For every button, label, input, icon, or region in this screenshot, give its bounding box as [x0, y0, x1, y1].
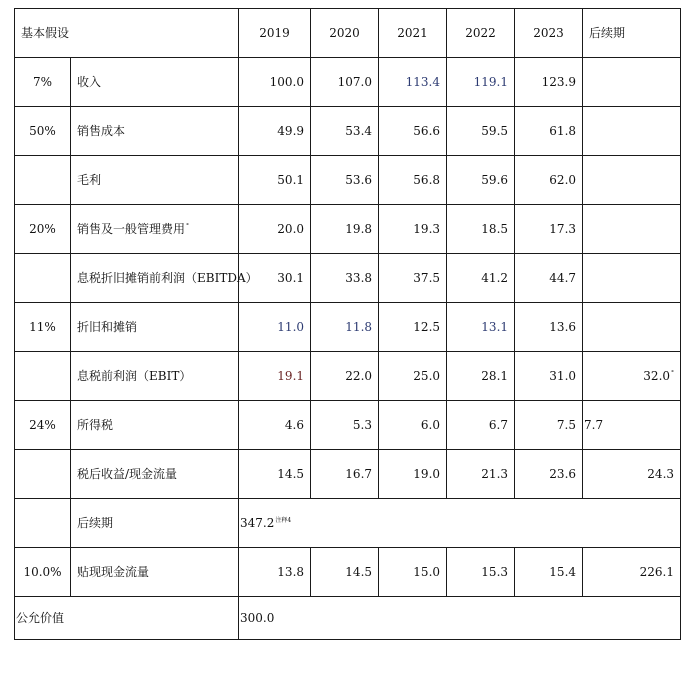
value-cell: 31.0 — [515, 352, 583, 401]
value-cell: 23.6 — [515, 450, 583, 499]
row-label: 贴现现金流量 — [71, 548, 239, 597]
table-row-sga — [15, 205, 681, 254]
assumption-cell: 20% — [15, 205, 71, 254]
value-cell: 13.6 — [515, 303, 583, 352]
value-cell: 37.5 — [379, 254, 447, 303]
footnote-marker: ° — [186, 223, 190, 230]
header-year-2020: 2020 — [311, 9, 379, 58]
value-cell: 53.4 — [311, 107, 379, 156]
header-terminal-period: 后续期 — [583, 9, 681, 58]
value-cell: 19.8 — [311, 205, 379, 254]
assumption-cell — [15, 499, 71, 548]
table-row-fair-value — [15, 597, 681, 640]
value-cell: 15.0 — [379, 548, 447, 597]
value-cell: 13.8 — [239, 548, 311, 597]
row-label: 销售及一般管理费用 — [77, 222, 186, 236]
value-cell: 113.4 — [379, 58, 447, 107]
header-row — [15, 9, 681, 58]
fair-value-cell: 300.0 — [239, 597, 681, 640]
table-row-terminal-value — [15, 499, 681, 548]
value-cell: 44.7 — [515, 254, 583, 303]
terminal-cell — [583, 401, 681, 450]
row-label: 公允价值 — [15, 597, 239, 640]
terminal-value: 32.0 — [643, 369, 671, 383]
assumption-cell: 50% — [15, 107, 71, 156]
value-cell: 49.9 — [239, 107, 311, 156]
header-year-2023: 2023 — [515, 9, 583, 58]
value-cell: 59.6 — [447, 156, 515, 205]
value-cell: 107.0 — [311, 58, 379, 107]
row-label: 销售成本 — [71, 107, 239, 156]
header-assumptions-label: 基本假设 — [15, 9, 239, 58]
assumption-cell: 24% — [15, 401, 71, 450]
footnote-marker: 注释4 — [275, 517, 292, 524]
value-cell: 21.3 — [447, 450, 515, 499]
value-cell: 56.8 — [379, 156, 447, 205]
value-cell: 123.9 — [515, 58, 583, 107]
value-cell: 25.0 — [379, 352, 447, 401]
value-cell: 19.0 — [379, 450, 447, 499]
value-cell: 14.5 — [239, 450, 311, 499]
row-label: 收入 — [71, 58, 239, 107]
terminal-value: 7.7 — [584, 418, 604, 432]
terminal-cell — [583, 107, 681, 156]
table-row-ebitda — [15, 254, 681, 303]
value-cell: 33.8 — [311, 254, 379, 303]
table-row-depreciation — [15, 303, 681, 352]
row-label: 息税前利润（EBIT） — [71, 352, 239, 401]
value-cell: 18.5 — [447, 205, 515, 254]
value-cell: 19.1 — [239, 352, 311, 401]
assumption-cell: 7% — [15, 58, 71, 107]
value-cell: 28.1 — [447, 352, 515, 401]
value-cell: 16.7 — [311, 450, 379, 499]
value-cell: 6.7 — [447, 401, 515, 450]
value-cell: 11.0 — [239, 303, 311, 352]
table-row-gross-profit — [15, 156, 681, 205]
terminal-cell — [583, 352, 681, 401]
row-label: 毛利 — [71, 156, 239, 205]
value-cell: 100.0 — [239, 58, 311, 107]
table-row-ebit — [15, 352, 681, 401]
row-label-cell — [71, 205, 239, 254]
value-cell: 17.3 — [515, 205, 583, 254]
value-cell: 12.5 — [379, 303, 447, 352]
row-label: 税后收益/现金流量 — [71, 450, 239, 499]
assumption-cell: 10.0% — [15, 548, 71, 597]
header-year-2019: 2019 — [239, 9, 311, 58]
table-row-cost-of-sales — [15, 107, 681, 156]
header-year-2021: 2021 — [379, 9, 447, 58]
footnote-marker: ° — [671, 370, 675, 377]
assumption-cell: 11% — [15, 303, 71, 352]
terminal-cell — [583, 254, 681, 303]
header-year-2022: 2022 — [447, 9, 515, 58]
table-row-income-tax — [15, 401, 681, 450]
terminal-cell: 24.3 — [583, 450, 681, 499]
row-label: 后续期 — [71, 499, 239, 548]
value-cell: 20.0 — [239, 205, 311, 254]
value-cell: 13.1 — [447, 303, 515, 352]
value-cell: 7.5 — [515, 401, 583, 450]
table-row-discounted-cash-flow — [15, 548, 681, 597]
value-cell: 4.6 — [239, 401, 311, 450]
row-label: 息税折旧摊销前利润（EBITDA） — [71, 254, 239, 303]
terminal-value: 347.2 — [240, 516, 275, 530]
terminal-value-cell — [239, 499, 681, 548]
table-row-revenue — [15, 58, 681, 107]
row-label: 折旧和摊销 — [71, 303, 239, 352]
assumption-cell — [15, 254, 71, 303]
value-cell: 56.6 — [379, 107, 447, 156]
assumption-cell — [15, 352, 71, 401]
value-cell: 59.5 — [447, 107, 515, 156]
terminal-cell — [583, 303, 681, 352]
value-cell: 50.1 — [239, 156, 311, 205]
value-cell: 30.1 — [239, 254, 311, 303]
assumption-cell — [15, 156, 71, 205]
value-cell: 15.3 — [447, 548, 515, 597]
value-cell: 19.3 — [379, 205, 447, 254]
terminal-cell — [583, 58, 681, 107]
dcf-valuation-table — [14, 8, 681, 640]
value-cell: 41.2 — [447, 254, 515, 303]
terminal-cell — [583, 156, 681, 205]
value-cell: 14.5 — [311, 548, 379, 597]
table-row-after-tax-cash-flow — [15, 450, 681, 499]
value-cell: 6.0 — [379, 401, 447, 450]
value-cell: 15.4 — [515, 548, 583, 597]
value-cell: 119.1 — [447, 58, 515, 107]
value-cell: 62.0 — [515, 156, 583, 205]
value-cell: 53.6 — [311, 156, 379, 205]
row-label: 所得税 — [71, 401, 239, 450]
terminal-cell: 226.1 — [583, 548, 681, 597]
terminal-cell — [583, 205, 681, 254]
value-cell: 61.8 — [515, 107, 583, 156]
assumption-cell — [15, 450, 71, 499]
value-cell: 22.0 — [311, 352, 379, 401]
value-cell: 5.3 — [311, 401, 379, 450]
value-cell: 11.8 — [311, 303, 379, 352]
